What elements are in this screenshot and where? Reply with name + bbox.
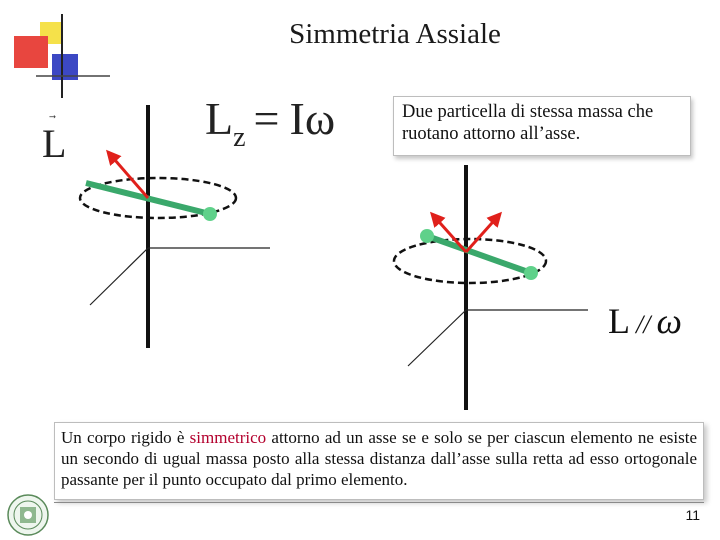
left-rotation-system [80, 105, 270, 348]
footer-divider [54, 502, 704, 503]
left-particle [203, 207, 217, 221]
definition-keyword: simmetrico [189, 428, 267, 447]
particles-note-box: Due particella di stessa massa che ruotano attorno all’asse. [393, 96, 691, 156]
vector-l-label: L [42, 121, 67, 166]
definition-before: Un corpo rigido è [61, 428, 190, 447]
parallel-symbol: // [636, 310, 651, 339]
formula-equals: = [253, 93, 280, 144]
definition-box [54, 422, 704, 500]
formula-subscript: z [233, 122, 246, 153]
formula-rhs: Iω [289, 93, 336, 144]
right-particle-b [524, 266, 538, 280]
slide-title: Simmetria Assiale [289, 18, 501, 50]
right-rod [427, 236, 531, 273]
parallel-right: ω [656, 301, 682, 341]
left-axis-x [90, 248, 148, 305]
right-rotation-system [394, 165, 588, 410]
formula-lhs: L [205, 93, 234, 144]
university-logo [6, 493, 50, 537]
page-number: 11 [685, 507, 700, 523]
right-l-arrow-b [466, 214, 500, 252]
definition-after: attorno ad un asse se e solo se per ciascun elemento ne esiste un secondo di ugual massa posto alla stessa distanza dall’asse sulla retta ad esso ortogonale passante per il punto occupato dal primo elemento. [61, 428, 698, 489]
right-particle-a [420, 229, 434, 243]
parallel-left: L [608, 301, 630, 341]
right-axis-x [408, 310, 466, 366]
